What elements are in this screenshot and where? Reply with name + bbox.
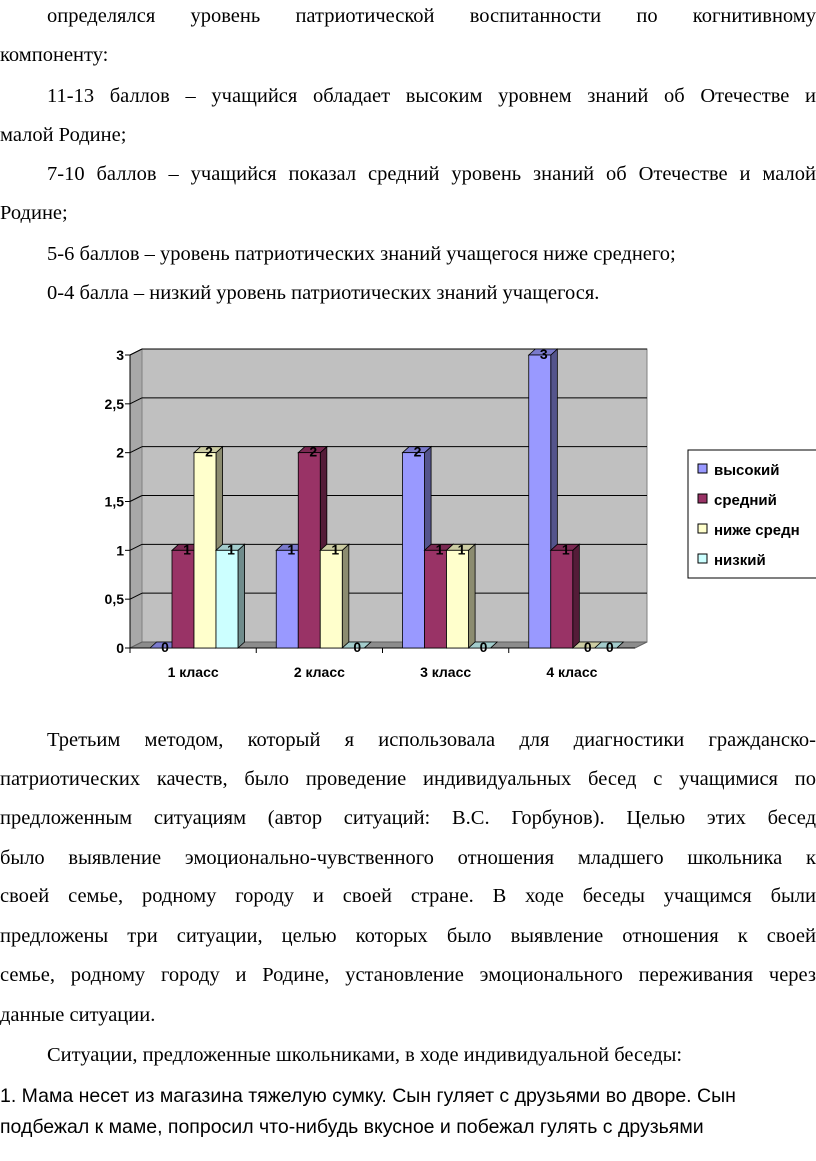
legend-swatch <box>698 494 707 503</box>
y-tick-label: 2,5 <box>104 395 124 412</box>
criterion-mid-line-1: 7-10 баллов – учащийся показал средний уровень знаний об Отечестве и малой <box>47 163 816 185</box>
y-tick-label: 1 <box>116 542 124 559</box>
bar <box>216 544 245 648</box>
paragraph-line-1: Третьим методом, который я использовала для диагностики гражданско- <box>47 729 816 751</box>
x-tick-label: 2 класс <box>293 664 345 680</box>
situation-1-line-1: 1. Мама несет из магазина тяжелую сумку. Сын гуляет с друзьями во дворе. Сын <box>0 1085 736 1107</box>
situation-1-line-2: подбежал к маме, попросил что-нибудь вкусное и побежал гулять с друзьями <box>0 1116 704 1138</box>
intro-line-2: компоненту: <box>0 44 109 66</box>
y-tick-label: 0 <box>116 640 124 656</box>
intro-line-1: определялся уровень патриотической воспитанности по когнитивному <box>47 5 816 27</box>
data-label: 1 <box>561 541 570 558</box>
y-tick-label: 3 <box>116 347 124 363</box>
y-tick-label: 1,5 <box>104 493 124 510</box>
legend-label: средний <box>714 492 777 509</box>
data-label: 2 <box>309 443 318 460</box>
criterion-high-line-2: малой Родине; <box>0 124 127 146</box>
legend-label: ниже средн <box>714 522 800 539</box>
data-label: 0 <box>161 639 169 655</box>
data-label: 1 <box>435 541 444 558</box>
data-label: 1 <box>457 541 466 558</box>
x-tick-label: 3 класс <box>420 664 472 680</box>
data-label: 1 <box>227 541 235 558</box>
legend-swatch <box>698 524 707 533</box>
situations-heading: Ситуации, предложенные школьниками, в ходе индивидуальной беседы: <box>47 1044 683 1066</box>
bar-chart <box>0 330 816 690</box>
paragraph-line-7: семье, родному городу и Родине, установление эмоционального переживания через <box>0 964 816 986</box>
legend-label: высокий <box>714 462 780 479</box>
data-label: 1 <box>287 541 296 558</box>
criterion-mid-line-2: Родине; <box>0 202 68 224</box>
x-tick-label: 4 класс <box>546 664 598 680</box>
data-label: 0 <box>479 639 488 655</box>
data-label: 1 <box>183 541 191 558</box>
criterion-below-mid: 5-6 баллов – уровень патриотических знаний учащегося ниже среднего; <box>47 243 676 265</box>
bar <box>551 544 580 648</box>
x-tick-label: 1 класс <box>167 664 219 680</box>
criterion-low: 0-4 балла – низкий уровень патриотических знаний учащегося. <box>47 282 600 304</box>
data-label: 2 <box>205 443 213 460</box>
data-label: 0 <box>583 639 592 655</box>
data-label: 3 <box>539 346 548 362</box>
y-tick-label: 0,5 <box>104 591 124 608</box>
paragraph-line-6: предложены три ситуации, целью которых было выявление отношения к своей <box>0 925 816 947</box>
legend-swatch <box>698 464 707 473</box>
bar <box>447 544 476 648</box>
data-label: 2 <box>413 443 422 460</box>
data-label: 0 <box>353 639 362 655</box>
paragraph-line-3: предложенным ситуациям (автор ситуаций: В.С. Горбунов). Целью этих бесед <box>0 807 816 829</box>
paragraph-line-4: было выявление эмоционально-чувственного отношения младшего школьника к <box>0 847 816 869</box>
legend-swatch <box>698 554 707 563</box>
paragraph-line-5: своей семье, родному городу и своей стране. В ходе беседы учащимся были <box>0 885 816 907</box>
criterion-high-line-1: 11-13 баллов – учащийся обладает высоким уровнем знаний об Отечестве и <box>47 85 816 107</box>
data-label: 0 <box>605 639 614 655</box>
paragraph-line-2: патриотических качеств, было проведение индивидуальных бесед с учащимися по <box>0 768 816 790</box>
legend-label: низкий <box>714 552 766 569</box>
y-tick-label: 2 <box>116 444 124 461</box>
bar <box>320 544 349 648</box>
data-label: 1 <box>331 541 340 558</box>
paragraph-line-8: данные ситуации. <box>0 1004 156 1026</box>
